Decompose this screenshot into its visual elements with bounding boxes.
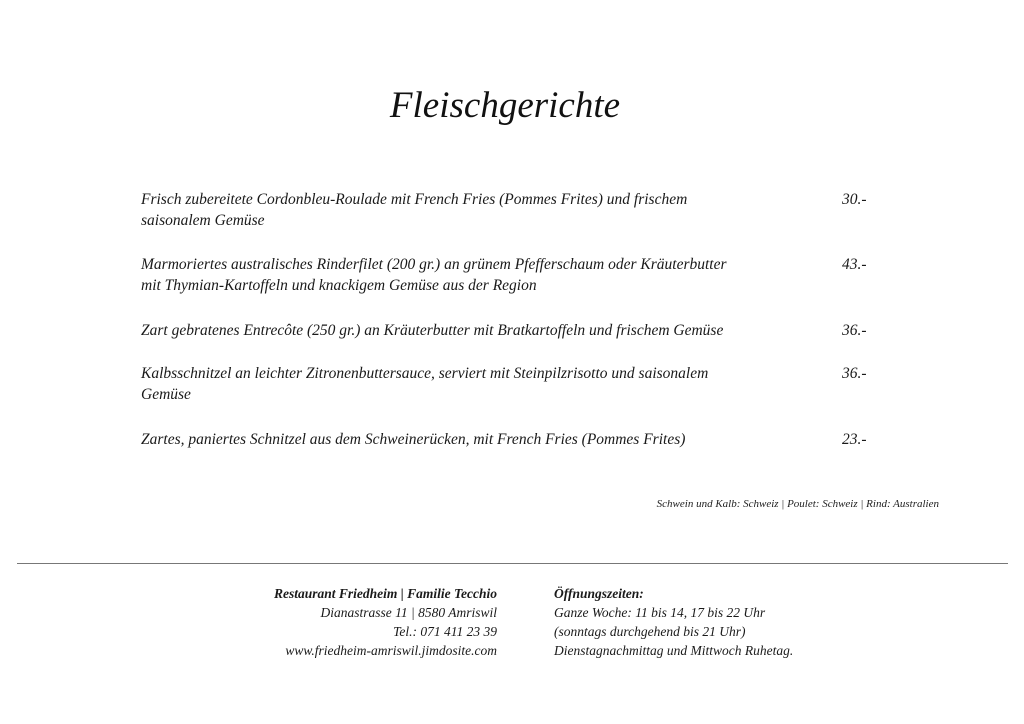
restaurant-name: Restaurant Friedheim | Familie Tecchio <box>274 586 497 601</box>
address: Dianastrasse 11 | 8580 Amriswil <box>320 605 497 620</box>
opening-hours-heading: Öffnungszeiten: <box>554 586 644 601</box>
menu-item-price: 23.- <box>842 431 867 448</box>
menu-item-line: Gemüse <box>141 386 191 403</box>
menu-item-price: 36.- <box>842 322 867 339</box>
menu-item-price: 30.- <box>842 191 867 208</box>
opening-hours-line: Ganze Woche: 11 bis 14, 17 bis 22 Uhr <box>554 605 766 620</box>
menu-item-line: Marmoriertes australisches Rinderfilet (200 gr.) an grünem Pfefferschaum oder Kräuterbutter <box>141 256 727 273</box>
page-title: Fleischgerichte <box>389 85 621 126</box>
menu-item-description <box>141 254 841 296</box>
phone: Tel.: 071 411 23 39 <box>393 624 497 639</box>
menu-item-description <box>141 363 841 405</box>
menu-item-price: 36.- <box>842 365 867 382</box>
menu-item-price: 43.- <box>842 256 867 273</box>
menu-item-description <box>141 429 841 450</box>
opening-hours-line: (sonntags durchgehend bis 21 Uhr) <box>554 624 746 639</box>
opening-hours-block <box>554 584 793 660</box>
menu-item-line: Zartes, paniertes Schnitzel aus dem Schweinerücken, mit French Fries (Pommes Frites) <box>141 431 686 448</box>
menu-item-line: Zart gebratenes Entrecôte (250 gr.) an Kräuterbutter mit Bratkartoffeln und frischem Gemüse <box>141 322 724 339</box>
contact-block <box>274 584 497 660</box>
opening-hours-line: Dienstagnachmittag und Mittwoch Ruhetag. <box>554 643 794 658</box>
menu-item-line: Frisch zubereitete Cordonbleu-Roulade mit French Fries (Pommes Frites) und frischem <box>141 191 688 208</box>
menu-item-description <box>141 320 841 341</box>
meat-origin-note: Schwein und Kalb: Schweiz | Poulet: Schweiz | Rind: Australien <box>656 498 939 510</box>
website-link[interactable]: www.friedheim-amriswil.jimdosite.com <box>285 643 497 658</box>
menu-item-line: Kalbsschnitzel an leichter Zitronenbuttersauce, serviert mit Steinpilzrisotto und saisonalem <box>141 365 709 382</box>
menu-item-line: saisonalem Gemüse <box>141 212 265 229</box>
menu-item-description <box>141 189 841 231</box>
footer-divider <box>17 563 1008 564</box>
menu-item-line: mit Thymian-Kartoffeln und knackigem Gemüse aus der Region <box>141 277 537 294</box>
